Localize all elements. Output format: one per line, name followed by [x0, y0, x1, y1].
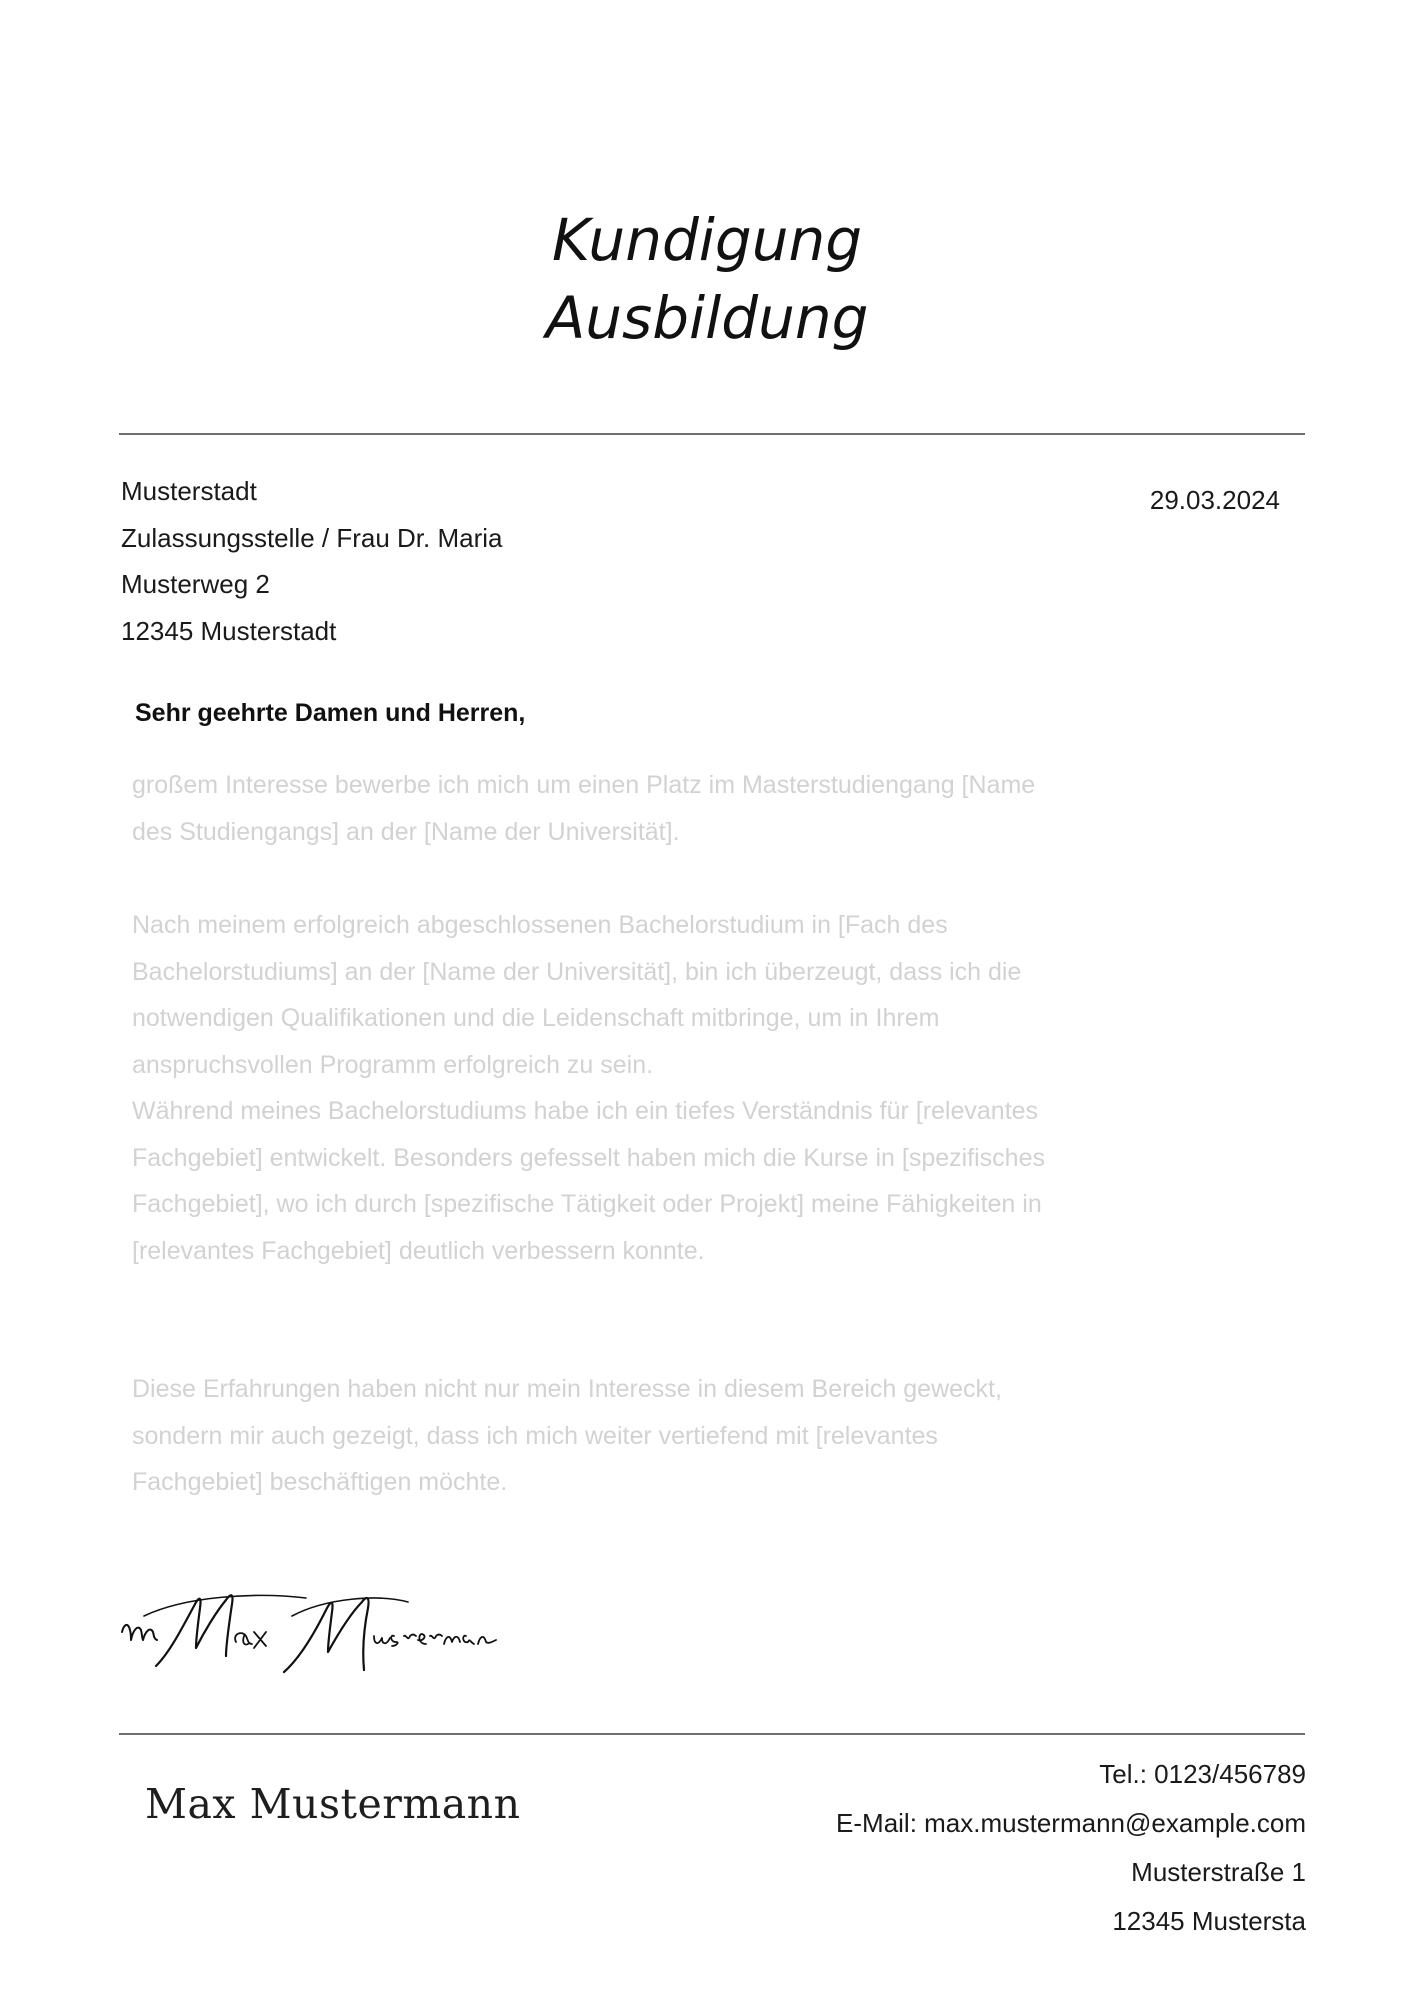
document-title	[0, 201, 1414, 357]
contact-street: Musterstraße 1	[1131, 1857, 1306, 1887]
body-line: Fachgebiet] beschäftigen möchte.	[132, 1468, 508, 1496]
footer-divider	[119, 1733, 1305, 1735]
contact-phone: Tel.: 0123/456789	[1099, 1759, 1306, 1789]
sender-contact	[836, 1750, 1306, 1946]
header-divider	[119, 433, 1305, 435]
body-line: Während meines Bachelorstudiums habe ich ein tiefes Verständnis für [relevantes	[132, 1097, 1039, 1125]
recipient-department: Zulassungsstelle / Frau Dr. Maria	[121, 522, 503, 553]
body-line: [relevantes Fachgebiet] deutlich verbessern konnte.	[132, 1236, 705, 1265]
body-line: großem Interesse bewerbe ich mich um einen Platz im Masterstudiengang [Name	[132, 771, 1036, 799]
recipient-postal-city: 12345 Musterstadt	[121, 615, 337, 646]
body-paragraph-1	[132, 762, 1252, 855]
body-line: notwendigen Qualifikationen und die Leidenschaft mitbringe, um in Ihrem	[132, 1004, 940, 1032]
title-line-1: Kundigung	[551, 205, 863, 274]
salutation: Sehr geehrte Damen und Herren,	[135, 699, 526, 727]
letter-date: 29.03.2024	[1149, 485, 1280, 515]
body-line: Nach meinem erfolgreich abgeschlossenen Bachelorstudium in [Fach des	[132, 911, 948, 939]
body-line: Diese Erfahrungen haben nicht nur mein Interesse in diesem Bereich geweckt,	[132, 1375, 1002, 1403]
body-line: Fachgebiet], wo ich durch [spezifische Tätigkeit oder Projekt] meine Fähigkeiten in	[132, 1190, 1042, 1218]
body-line: anspruchsvollen Programm erfolgreich zu sein.	[132, 1050, 654, 1079]
sender-name: Max Mustermann	[145, 1780, 521, 1828]
title-line-2: Ausbildung	[545, 283, 869, 352]
body-line: Bachelorstudiums] an der [Name der Universität], bin ich überzeugt, dass ich die	[132, 957, 1022, 986]
contact-postal-city: 12345 Mustersta	[1112, 1906, 1306, 1936]
handwritten-signature	[116, 1572, 526, 1682]
body-line: Fachgebiet] entwickelt. Besonders gefesselt haben mich die Kurse in [spezifisches	[132, 1143, 1045, 1172]
body-line: sondern mir auch gezeigt, dass ich mich weiter vertiefend mit [relevantes	[132, 1421, 938, 1450]
contact-email: E-Mail: max.mustermann@example.com	[836, 1808, 1306, 1838]
body-paragraph-2	[132, 902, 1252, 1274]
body-line: des Studiengangs] an der [Name der Universität].	[132, 817, 680, 846]
recipient-city: Musterstadt	[121, 476, 257, 506]
body-paragraph-3	[132, 1366, 1252, 1506]
recipient-street: Musterweg 2	[121, 569, 270, 599]
recipient-address	[121, 468, 502, 654]
